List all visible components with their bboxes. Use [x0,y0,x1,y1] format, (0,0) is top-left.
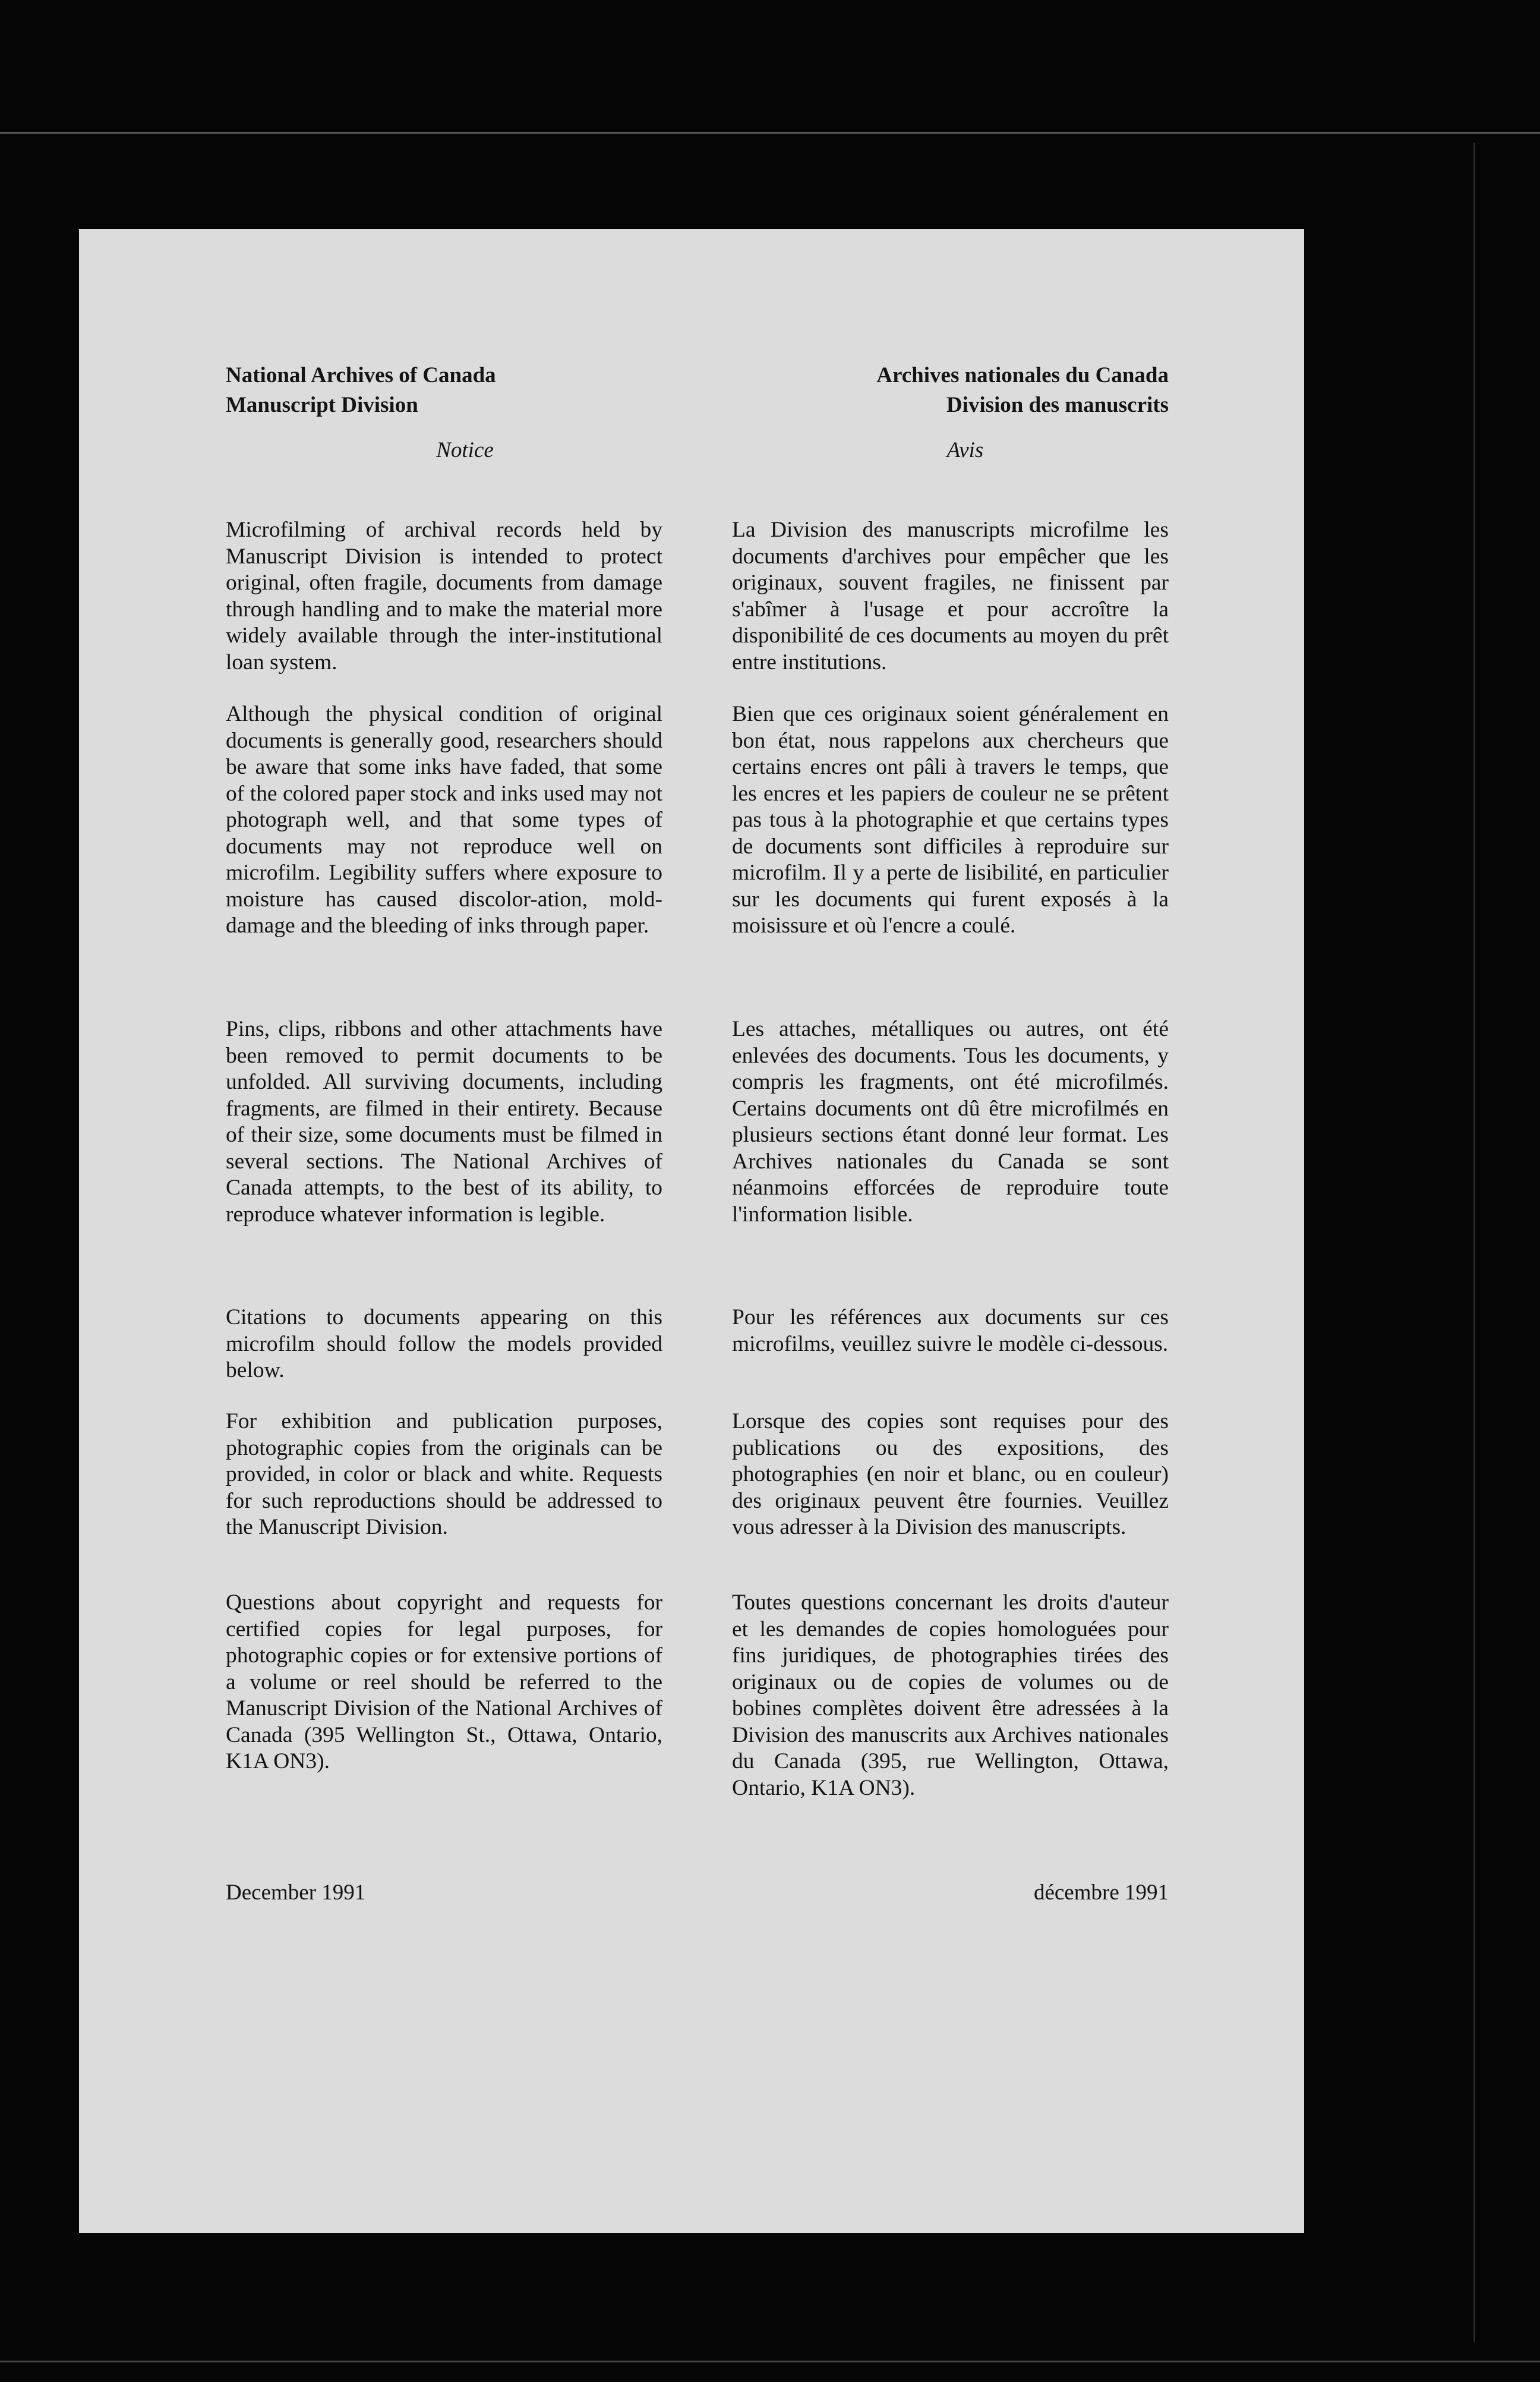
english-paragraph-3: Pins, clips, ribbons and other attachments have been removed to permit documents to be unfolded. All surviving documents, including fragments, are filmed in their entirety. Because of their size, some documents must be filmed in several sections. The National Archives of Canada attempts, to the best of its ability, to reproduce whatever information is legible. [226,1017,662,1227]
english-paragraph-5: For exhibition and publication purposes, photographic copies from the originals can be provided, in color or black and white. Requests for such reproductions should be addressed to the Manuscript Division. [226,1409,662,1539]
french-paragraph-4: Pour les références aux documents sur ces microfilms, veuillez suivre le modèle ci-dessous. [732,1305,1169,1356]
french-paragraph-1: La Division des manuscripts microfilme les documents d'archives pour empêcher que les originaux, souvent fragiles, ne finissent par s'abîmer à l'usage et pour accroître la disponibilité de ces documents au moyen du prêt entre institutions. [732,518,1169,675]
bottom-film-rule [0,2361,1540,2362]
english-heading-line-2: Manuscript Division [226,393,418,417]
english-heading-line-1: National Archives of Canada [226,363,496,387]
english-paragraph-1: Microfilming of archival records held by Manuscript Division is intended to protect original, often fragile, documents from damage through handling and to make the material more widely available through the inter-institutional loan system. [226,518,662,675]
french-heading-line-2: Division des manuscrits [946,393,1169,417]
english-paragraph-4: Citations to documents appearing on this microfilm should follow the models provided below. [226,1305,662,1382]
english-heading [226,361,662,420]
right-film-rule [1473,143,1475,2342]
english-paragraph-6: Questions about copyright and requests for certified copies for legal purposes, for photographic copies or for extensive portions of a volume or reel should be referred to the Manuscript Division of the National Archives of Canada (395 Wellington St., Ottawa, Ontario, K1A ON3). [226,1590,662,1773]
notice-page [79,229,1304,2233]
french-paragraph-2: Bien que ces originaux soient généralement en bon état, nous rappelons aux chercheurs que certains encres ont pâli à travers le temps, que les encres et les papiers de couleur ne se prêtent pas tous à la photographie et que certains types de documents sont difficiles à reproduire sur microfilm. Il y a perte de lisibilité, en particulier sur les documents qui furent exposés à la moisissure et où l'encre a coulé. [732,702,1169,938]
english-subhead: Notice [436,438,494,462]
french-heading-line-1: Archives nationales du Canada [876,363,1169,387]
french-subhead: Avis [946,438,984,462]
french-heading [732,361,1169,420]
top-film-rule [0,132,1540,134]
english-date: December 1991 [226,1880,366,1905]
french-paragraph-6: Toutes questions concernant les droits d'auteur et les demandes de copies homologuées pour fins juridiques, de photographies tirées des originaux ou de copies de volumes ou de bobines complètes doivent être adressées à la Division des manuscrits aux Archives nationales du Canada (395, rue Wellington, Ottawa, Ontario, K1A ON3). [732,1590,1169,1800]
french-date: décembre 1991 [1033,1880,1169,1905]
english-paragraph-2: Although the physical condition of original documents is generally good, researchers should be aware that some inks have faded, that some of the colored paper stock and inks used may not photograph well, and that some types of documents may not reproduce well on microfilm. Legibility suffers where exposure to moisture has caused discolor-ation, mold-damage and the bleeding of inks through paper. [226,702,662,938]
french-paragraph-3: Les attaches, métalliques ou autres, ont été enlevées des documents. Tous les documents, y compris les fragments, ont été microfilmés. Certains documents ont dû être microfilmés en plusieurs sections étant donné leur format. Les Archives nationales du Canada se sont néanmoins efforcées de reproduire toute l'information lisible. [732,1017,1169,1227]
french-paragraph-5: Lorsque des copies sont requises pour des publications ou des expositions, des photographies (en noir et blanc, ou en couleur) des originaux peuvent être fournies. Veuillez vous adresser à la Division des manuscripts. [732,1409,1169,1539]
